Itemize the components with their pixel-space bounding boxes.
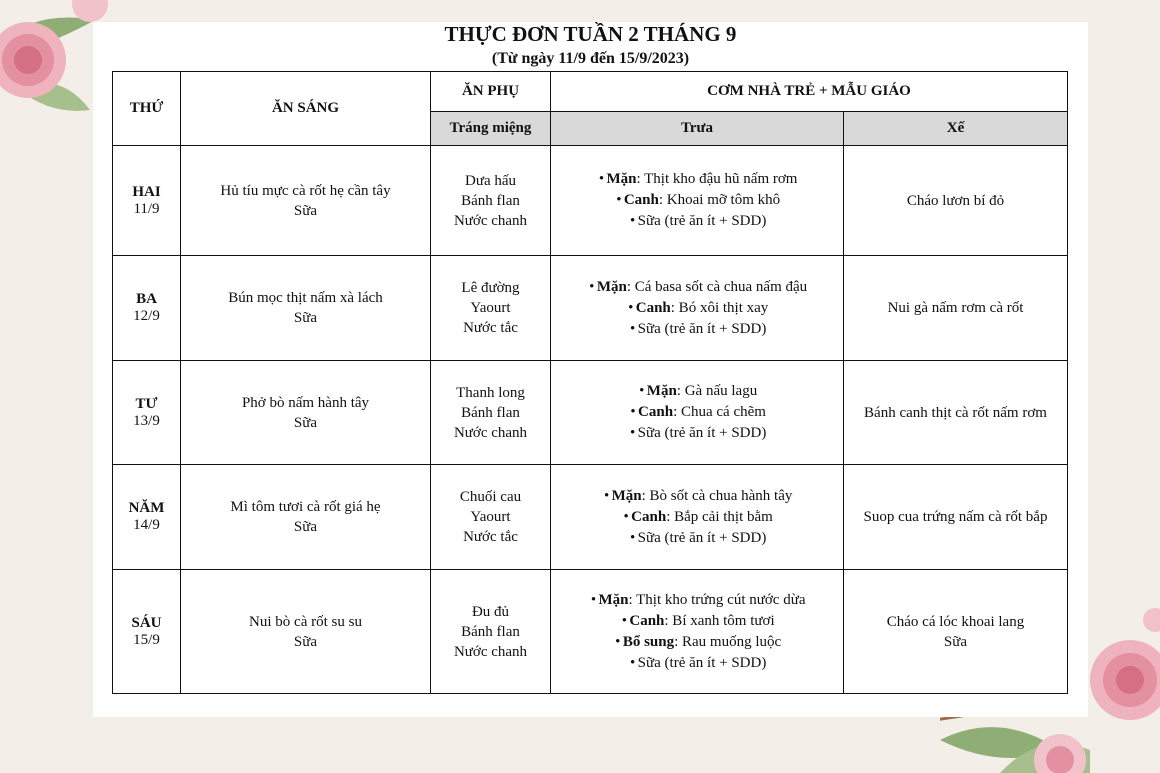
lunch-item bbox=[555, 653, 839, 674]
day-date: 13/9 bbox=[133, 412, 160, 429]
afternoon-item: Sữa bbox=[943, 633, 968, 650]
header-snack: ĂN PHỤ bbox=[431, 72, 551, 112]
bullet-icon: • bbox=[603, 487, 610, 504]
lunch-item-text: Sữa (trẻ ăn ít + SDD) bbox=[637, 425, 767, 441]
page-title: THỰC ĐƠN TUẦN 2 THÁNG 9 bbox=[444, 22, 737, 46]
lunch-item bbox=[555, 319, 839, 340]
breakfast-item: Nui bò cà rốt su su bbox=[249, 613, 362, 630]
lunch-item bbox=[555, 486, 839, 507]
header-lunch: Trưa bbox=[551, 112, 844, 146]
dessert-item: Đu đủ bbox=[471, 603, 510, 620]
day-date: 12/9 bbox=[133, 308, 160, 324]
day-name: BA bbox=[136, 291, 157, 307]
menu-row bbox=[113, 465, 1068, 570]
lunch-item bbox=[555, 169, 839, 190]
bullet-icon: • bbox=[630, 529, 636, 546]
breakfast-item: Bún mọc thịt nấm xà lách bbox=[228, 290, 383, 306]
afternoon-cell bbox=[844, 465, 1068, 570]
breakfast-item: Sữa bbox=[293, 633, 318, 650]
menu-sheet bbox=[93, 22, 1088, 717]
lunch-item-text: : Chua cá chẽm bbox=[673, 404, 766, 420]
lunch-cell bbox=[551, 146, 844, 256]
lunch-item-label: Canh bbox=[638, 404, 674, 420]
day-cell bbox=[113, 465, 181, 570]
lunch-item bbox=[555, 211, 839, 232]
menu-row bbox=[113, 570, 1068, 694]
lunch-item bbox=[555, 611, 839, 632]
bullet-icon: • bbox=[616, 192, 622, 208]
day-date: 15/9 bbox=[133, 631, 160, 648]
breakfast-item: Sữa bbox=[293, 310, 318, 326]
afternoon-item: Suop cua trứng nấm cà rốt bắp bbox=[863, 509, 1048, 525]
dessert-item: Nước chanh bbox=[453, 643, 528, 660]
lunch-item-text: : Bó xôi thịt xay bbox=[670, 299, 769, 316]
menu-body bbox=[113, 146, 1068, 694]
afternoon-item: Bánh canh thịt cà rốt nấm rơm bbox=[864, 404, 1047, 421]
date-range-subtitle: (Từ ngày 11/9 đến 15/9/2023) bbox=[491, 50, 690, 67]
lunch-item bbox=[555, 190, 839, 211]
breakfast-item: Phở bò nấm hành tây bbox=[241, 394, 370, 411]
day-name: HAI bbox=[132, 183, 161, 200]
dessert-item: Lê đường bbox=[461, 280, 520, 296]
dessert-item: Yaourt bbox=[470, 509, 511, 525]
lunch-item-label: Mặn bbox=[606, 171, 637, 187]
bullet-icon: • bbox=[623, 508, 629, 525]
lunch-item-label: Canh bbox=[623, 192, 659, 208]
lunch-item-label: Canh bbox=[629, 612, 665, 629]
bullet-icon: • bbox=[590, 591, 597, 608]
afternoon-cell bbox=[844, 256, 1068, 361]
bullet-icon: • bbox=[639, 383, 645, 399]
dessert-item: Bánh flan bbox=[461, 404, 520, 421]
afternoon-cell bbox=[844, 146, 1068, 256]
header-breakfast: ĂN SÁNG bbox=[181, 72, 431, 146]
lunch-item bbox=[555, 402, 839, 423]
lunch-item bbox=[555, 590, 839, 611]
day-cell bbox=[113, 256, 181, 361]
lunch-item-text: Sữa (trẻ ăn ít + SDD) bbox=[637, 529, 767, 546]
lunch-item bbox=[555, 507, 839, 528]
dessert-cell bbox=[431, 361, 551, 465]
dessert-cell bbox=[431, 465, 551, 570]
day-cell bbox=[113, 146, 181, 256]
afternoon-item: Nui gà nấm rơm cà rốt bbox=[887, 300, 1024, 316]
day-name: TƯ bbox=[135, 395, 158, 412]
afternoon-cell bbox=[844, 361, 1068, 465]
lunch-item-text: : Thịt kho trứng cút nước dừa bbox=[628, 591, 806, 608]
dessert-item: Nước chanh bbox=[453, 212, 528, 229]
breakfast-cell bbox=[181, 465, 431, 570]
lunch-item-text: : Rau muống luộc bbox=[674, 633, 782, 650]
lunch-cell bbox=[551, 256, 844, 361]
breakfast-cell bbox=[181, 570, 431, 694]
lunch-item-text: : Bò sốt cà chua hành tây bbox=[641, 487, 793, 504]
lunch-item-label: Mặn bbox=[598, 591, 629, 608]
menu-row bbox=[113, 146, 1068, 256]
dessert-cell bbox=[431, 570, 551, 694]
bullet-icon: • bbox=[628, 299, 634, 316]
bullet-icon: • bbox=[630, 425, 636, 441]
breakfast-item: Sữa bbox=[293, 202, 318, 219]
breakfast-item: Hủ tíu mực cà rốt hẹ cần tây bbox=[220, 182, 391, 199]
breakfast-item: Sữa bbox=[293, 414, 318, 431]
dessert-item: Thanh long bbox=[456, 384, 525, 401]
lunch-cell bbox=[551, 465, 844, 570]
bullet-icon: • bbox=[621, 612, 627, 629]
lunch-item-label: Canh bbox=[635, 299, 671, 316]
lunch-item-text: Sữa (trẻ ăn ít + SDD) bbox=[637, 213, 767, 229]
menu-row bbox=[113, 361, 1068, 465]
lunch-item bbox=[555, 632, 839, 653]
lunch-item bbox=[555, 298, 839, 319]
breakfast-cell bbox=[181, 361, 431, 465]
lunch-item-text: : Bắp cải thịt bằm bbox=[666, 508, 773, 525]
breakfast-item: Sữa bbox=[293, 519, 318, 535]
lunch-item-label: Mặn bbox=[596, 278, 627, 295]
bullet-icon: • bbox=[630, 654, 636, 671]
lunch-item-label: Canh bbox=[631, 508, 667, 525]
breakfast-item: Mì tôm tươi cà rốt giá hẹ bbox=[230, 499, 381, 515]
lunch-item bbox=[555, 423, 839, 444]
dessert-item: Bánh flan bbox=[461, 192, 520, 209]
lunch-item-text: Sữa (trẻ ăn ít + SDD) bbox=[637, 654, 767, 671]
bullet-icon: • bbox=[630, 404, 636, 420]
lunch-item-label: Bổ sung bbox=[622, 633, 675, 650]
lunch-item bbox=[555, 528, 839, 549]
bullet-icon: • bbox=[598, 171, 605, 187]
lunch-cell bbox=[551, 361, 844, 465]
day-cell bbox=[113, 570, 181, 694]
header-dessert: Tráng miệng bbox=[431, 112, 551, 146]
day-name: NĂM bbox=[128, 500, 165, 516]
lunch-item bbox=[555, 381, 839, 402]
menu-row bbox=[113, 256, 1068, 361]
bullet-icon: • bbox=[615, 633, 621, 650]
header-afternoon: Xế bbox=[844, 112, 1068, 146]
bullet-icon: • bbox=[630, 213, 636, 229]
afternoon-item: Cháo cá lóc khoai lang bbox=[886, 613, 1025, 630]
bullet-icon: • bbox=[630, 320, 636, 337]
lunch-item-text: : Bí xanh tôm tươi bbox=[664, 612, 775, 629]
dessert-item: Bánh flan bbox=[461, 623, 520, 640]
lunch-item bbox=[555, 277, 839, 298]
dessert-cell bbox=[431, 146, 551, 256]
bullet-icon: • bbox=[589, 278, 595, 295]
dessert-item: Nước chanh bbox=[453, 424, 528, 441]
afternoon-item: Cháo lươn bí đỏ bbox=[906, 192, 1005, 209]
lunch-item-label: Mặn bbox=[611, 487, 642, 504]
lunch-item-text: Sữa (trẻ ăn ít + SDD) bbox=[637, 320, 767, 337]
lunch-item-text: : Thịt kho đậu hũ nấm rơm bbox=[636, 171, 798, 187]
lunch-cell bbox=[551, 570, 844, 694]
breakfast-cell bbox=[181, 146, 431, 256]
header-meals: CƠM NHÀ TRẺ + MẪU GIÁO bbox=[551, 72, 1068, 112]
weekly-menu-table bbox=[112, 71, 1068, 694]
day-name: SÁU bbox=[131, 614, 162, 631]
lunch-item-text: : Gà nấu lagu bbox=[676, 383, 758, 399]
dessert-item: Nước tắc bbox=[463, 320, 518, 336]
day-cell bbox=[113, 361, 181, 465]
day-date: 14/9 bbox=[133, 517, 160, 533]
header-day: THỨ bbox=[113, 72, 181, 146]
dessert-item: Chuối cau bbox=[459, 489, 522, 505]
dessert-cell bbox=[431, 256, 551, 361]
dessert-item: Nước tắc bbox=[463, 529, 518, 545]
afternoon-cell bbox=[844, 570, 1068, 694]
lunch-item-text: : Cá basa sốt cà chua nấm đậu bbox=[626, 278, 808, 295]
dessert-item: Dưa hấu bbox=[464, 172, 517, 189]
lunch-item-text: : Khoai mỡ tôm khô bbox=[658, 192, 781, 208]
day-date: 11/9 bbox=[133, 200, 160, 217]
dessert-item: Yaourt bbox=[470, 300, 511, 316]
breakfast-cell bbox=[181, 256, 431, 361]
lunch-item-label: Mặn bbox=[646, 383, 677, 399]
